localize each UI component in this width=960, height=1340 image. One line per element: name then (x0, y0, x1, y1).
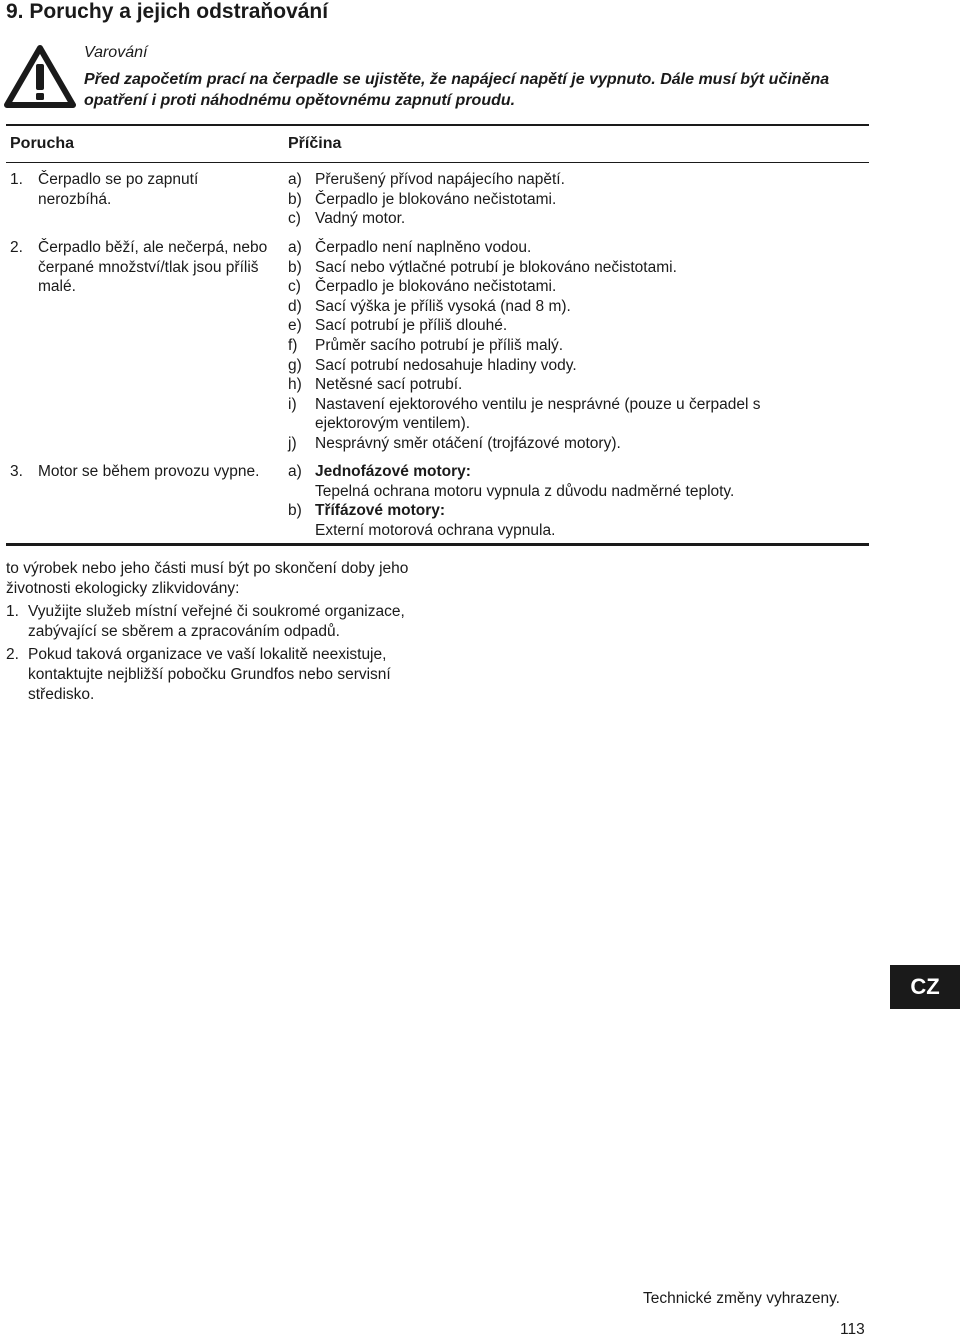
list-item (6, 645, 426, 705)
cause-list (288, 238, 848, 454)
cause-key: b) (288, 190, 302, 208)
cause-key: h) (288, 376, 302, 394)
section-heading: 9. Poruchy a jejich odstraňování (6, 0, 329, 23)
cause-list (288, 462, 848, 540)
table-top-rule (6, 124, 869, 126)
column-header-cause: Příčina (288, 135, 342, 152)
warning-text: Před započetím prací na čerpadle se ujistěte, že napájecí napětí je vypnuto. Dále musí být učiněna opatření i proti náhodnému opětovnému zapnutí proudu. (84, 71, 830, 109)
cause-item (288, 356, 848, 376)
cause-item (288, 190, 848, 210)
cause-text: Přerušený přívod napájecího napětí. (315, 171, 565, 188)
language-tab: CZ (890, 965, 960, 1009)
fault-description: Čerpadlo běží, ale nečerpá, nebo čerpané množství/tlak jsou příliš malé. (38, 239, 268, 296)
cause-text: Sací potrubí je příliš dlouhé. (315, 317, 508, 335)
cause-key: a) (288, 239, 302, 256)
disposal-intro: to výrobek nebo jeho části musí být po skončení doby jeho životnosti ekologicky zlikvidovány: (6, 560, 409, 597)
cause-key: e) (288, 317, 302, 335)
cause-text: Čerpadlo je blokováno nečistotami. (315, 190, 557, 208)
cause-item (288, 434, 848, 454)
cause-text: Průměr sacího potrubí je příliš malý. (315, 336, 564, 354)
warning-title: Varování (84, 44, 148, 61)
cause-key: i) (288, 395, 297, 413)
cause-text: Tepelná ochrana motoru vypnula z důvodu nadměrné teploty. (315, 482, 735, 500)
cause-item (288, 316, 848, 336)
cause-title: Třífázové motory: (315, 502, 446, 520)
cause-item (288, 238, 848, 258)
cause-title: Jednofázové motory: (315, 463, 471, 480)
cause-item (288, 462, 848, 501)
cause-item (288, 209, 848, 229)
disposal-notes (6, 559, 426, 705)
fault-number: 3. (10, 463, 23, 480)
table-bottom-rule (6, 543, 869, 546)
cause-key: a) (288, 171, 302, 188)
cause-item (288, 170, 848, 190)
fault-description: Motor se během provozu vypne. (38, 463, 260, 480)
cause-text: Sací potrubí nedosahuje hladiny vody. (315, 356, 577, 374)
cause-item (288, 258, 848, 278)
cause-text: Nastavení ejektorového ventilu je nesprávné (pouze u čerpadel s ejektorovým ventilem). (315, 395, 761, 433)
list-number: 1. (6, 603, 19, 620)
cause-key: b) (288, 502, 302, 520)
cause-key: f) (288, 336, 298, 354)
cause-item (288, 336, 848, 356)
table-header-rule (6, 162, 869, 163)
cause-key: c) (288, 210, 301, 228)
cause-key: j) (288, 434, 297, 452)
cause-item (288, 375, 848, 395)
fault-number: 1. (10, 171, 23, 188)
fault-description: Čerpadlo se po zapnutí nerozbíhá. (38, 171, 199, 208)
list-item (6, 602, 426, 642)
list-number: 2. (6, 646, 19, 663)
list-text: Využijte služeb místní veřejné či soukromé organizace, zabývající se sběrem a zpracováním odpadů. (28, 603, 405, 640)
column-header-fault: Porucha (10, 135, 75, 152)
cause-key: d) (288, 297, 302, 315)
warning-triangle-icon (4, 44, 76, 108)
cause-item (288, 395, 848, 434)
cause-text: Sací výška je příliš vysoká (nad 8 m). (315, 297, 571, 315)
cause-key: g) (288, 356, 302, 374)
fault-number: 2. (10, 239, 23, 256)
cause-text: Netěsné sací potrubí. (315, 376, 463, 394)
cause-item (288, 277, 848, 297)
cause-key: c) (288, 278, 301, 296)
cause-key: a) (288, 463, 302, 480)
cause-list (288, 170, 848, 229)
cause-key: b) (288, 258, 302, 276)
page-number: 113 (840, 1321, 865, 1338)
footer-note: Technické změny vyhrazeny. (643, 1290, 840, 1307)
cause-text: Vadný motor. (315, 210, 406, 228)
list-text: Pokud taková organizace ve vaší lokalitě neexistuje, kontaktujte nejbližší pobočku Grundfos nebo servisní středisko. (28, 646, 391, 703)
cause-item (288, 501, 848, 540)
cause-text: Nesprávný směr otáčení (trojfázové motory). (315, 434, 621, 452)
cause-text: Externí motorová ochrana vypnula. (315, 521, 556, 539)
cause-text: Čerpadlo je blokováno nečistotami. (315, 278, 557, 296)
cause-text: Sací nebo výtlačné potrubí je blokováno nečistotami. (315, 258, 677, 276)
cause-item (288, 297, 848, 317)
cause-text: Čerpadlo není naplněno vodou. (315, 239, 532, 256)
